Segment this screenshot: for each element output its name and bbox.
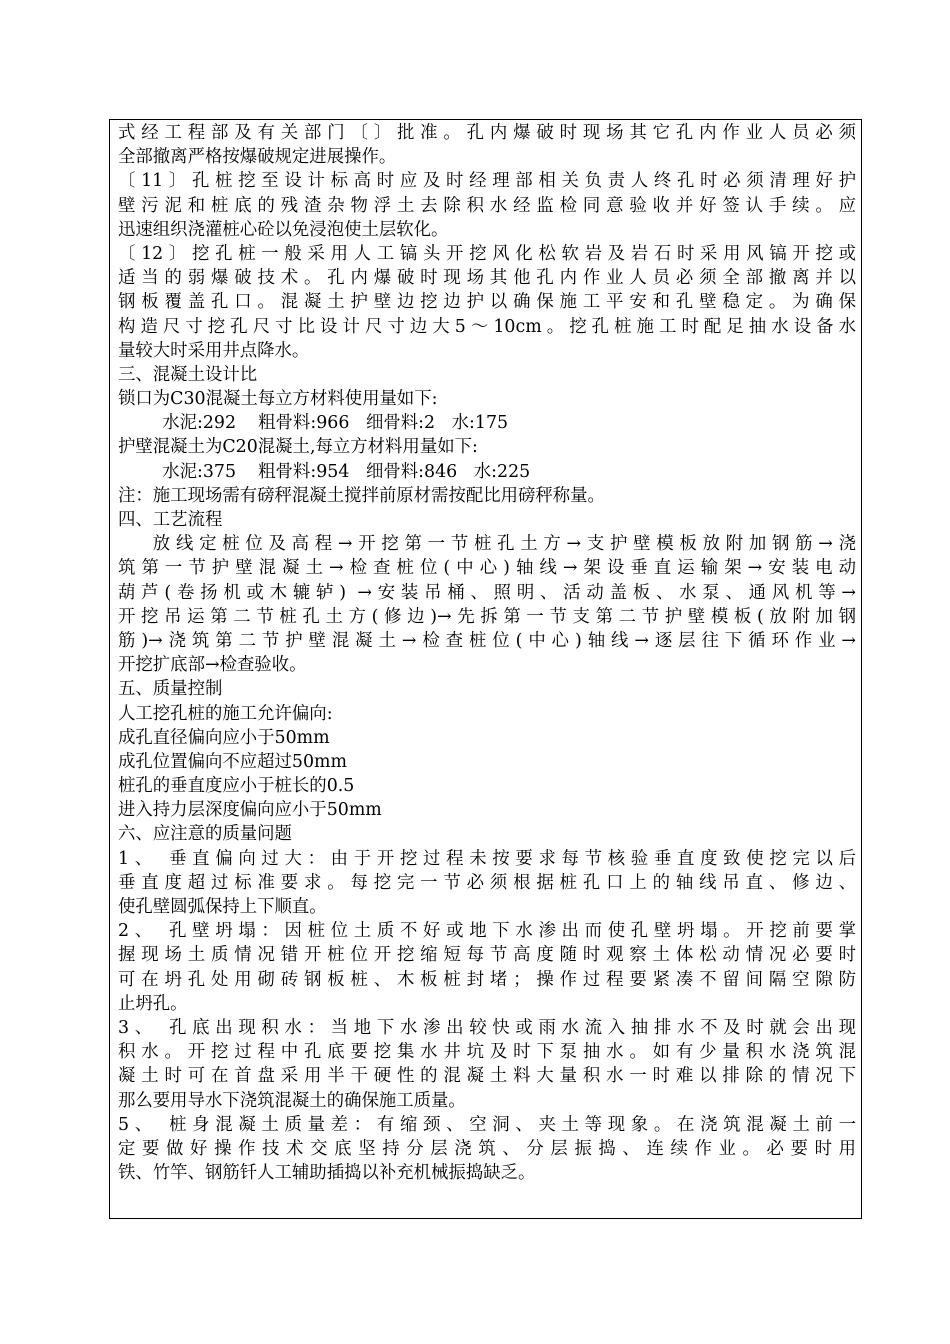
section-heading: 六、应注意的质量问题 [118,824,292,845]
section-heading: 四、工艺流程 [118,510,223,530]
text-line: 构造尺寸挖孔尺寸比设计尺寸边大5～10cm。挖孔桩施工时配足抽水设备水 [118,316,856,337]
text-line: 迅速组织浇灌桩心砼以免浸泡使土层软化。 [118,219,449,240]
note-line: 注：施工现场需有磅秤混凝土搅拌前原材需按配比用磅秤称量。 [118,485,605,506]
text-line: 适当的弱爆破技术。孔内爆破时现场其他孔内作业人员必须全部撤离并以 [118,268,856,289]
text-line: 桩孔的垂直度应小于桩长的0.5 [118,776,355,797]
text-line: 量较大时采用井点降水。 [118,340,310,361]
mix-values-line: 水泥:292 粗骨料:966 细骨料:2 水:175 [118,413,509,434]
text-line: 〔11〕孔桩挖至设计标高时应及时经理部相关负责人终孔时必须清理好护 [118,171,856,192]
text-line: 垂直度超过标准要求。每挖完一节必须根据桩孔口上的轴线吊直、修边、 [118,872,856,893]
text-line: 锁口为C30混凝土每立方材料使用量如下: [118,389,438,410]
section-heading: 三、混凝土设计比 [118,364,258,385]
text-line: 人工挖孔桩的施工允许偏向: [118,703,333,724]
text-line: 5、 桩身混凝土质量差：有缩颈、空洞、夹土等现象。在浇筑混凝土前一 [118,1114,856,1135]
text-line: 护壁混凝土为C20混凝土,每立方材料用量如下: [118,437,478,458]
mix-values-line: 水泥:375 粗骨料:954 细骨料:846 水:225 [118,461,531,482]
text-line: 2、 孔壁坍塌：因桩位土质不好或地下水渗出而使孔壁坍塌。开挖前要掌 [118,921,856,942]
text-line: 积水。开挖过程中孔底要挖集水井坑及时下泵抽水。如有少量积水浇筑混 [118,1042,856,1063]
text-line: 凝土时可在首盘采用半干硬性的混凝土料大量积水一时难以排除的情况下 [118,1066,856,1087]
text-line: 进入持力层深度偏向应小于50mm [118,800,382,821]
text-line: 使孔壁圆弧保持上下顺直。 [118,897,327,917]
text-line: 全部撤离严格按爆破规定进展操作。 [118,147,397,168]
text-line: 葫芦(卷扬机或木辘轳) →安装吊桶、照明、活动盖板、水泵、通风机等→ [118,582,856,603]
document-body [118,121,856,1185]
text-line: 开挖扩底部→检查验收。 [118,655,307,676]
text-line: 壁污泥和桩底的残渣杂物浮土去除积水经监检同意验收并好签认手续。应 [118,195,856,216]
text-line: 钢板覆盖孔口。混凝土护壁边挖边护以确保施工平安和孔壁稳定。为确保 [118,292,856,313]
text-line: 那么要用导水下浇筑混凝土的确保施工质量。 [118,1090,466,1111]
text-line: 1、 垂直偏向过大：由于开挖过程未按要求每节核验垂直度致使挖完以后 [118,848,856,869]
text-line: 〔12〕挖孔桩一般采用人工镐头开挖风化松软岩及岩石时采用风镐开挖或 [118,243,856,264]
text-line: 3、 孔底出现积水：当地下水渗出较快或雨水流入抽排水不及时就会出现 [118,1017,856,1038]
text-line: 放线定桩位及高程→开挖第一节桩孔土方→支护壁模板放附加钢筋→浇 [152,534,856,555]
text-line: 握现场土质情况错开桩位开挖缩短每节高度随时观察土体松动情况必要时 [118,945,856,966]
text-line: 铁、竹竿、钢筋钎人工辅助插捣以补充机械振捣缺乏。 [118,1163,536,1184]
text-line: 可在坍孔处用砌砖钢板桩、木板桩封堵；操作过程要紧凑不留间隔空隙防 [118,969,856,990]
text-line: 成孔直径偏向应小于50mm [118,727,330,748]
text-line: 筑第一节护壁混凝土→检查桩位(中心)轴线→架设垂直运输架→安装电动 [118,558,856,579]
text-line: 式经工程部及有关部门〔〕批准。孔内爆破时现场其它孔内作业人员必须 [118,123,856,143]
text-line: 筋)→浇筑第二节护壁混凝土→检查桩位(中心)轴线→逐层往下循环作业→ [118,630,856,651]
text-line: 止坍孔。 [118,993,188,1014]
text-line: 成孔位置偏向不应超过50mm [118,751,348,772]
text-line: 定要做好操作技术交底坚持分层浇筑、分层振捣、连续作业。必要时用 [118,1138,856,1159]
text-line: 开挖吊运第二节桩孔土方(修边)→先拆第一节支第二节护壁模板(放附加钢 [118,606,856,627]
section-heading: 五、质量控制 [118,679,223,700]
